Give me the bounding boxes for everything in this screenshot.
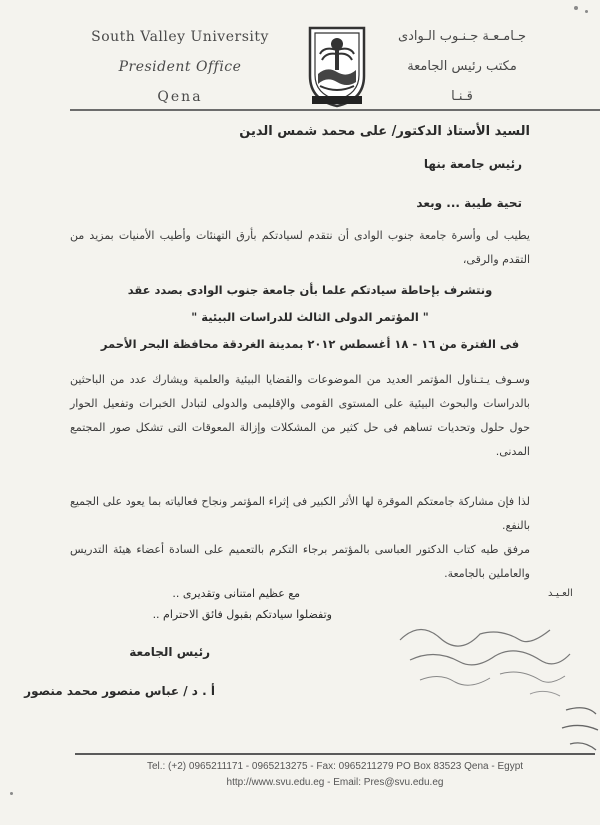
addressee-line: السيد الأستاذ الدكتور/ على محمد شمس الدين bbox=[239, 124, 530, 139]
paragraph-participation: لذا فإن مشاركة جامعتكم الموقرة لها الأثر الكبير فى إثراء المؤتمر ونجاح فعالياته بما يعود على الجميع بالنفع. bbox=[70, 495, 530, 532]
signatory-name: أ . د / عباس منصور محمد منصور bbox=[24, 684, 215, 698]
university-seal-logo bbox=[302, 22, 372, 108]
university-name-en: South Valley University bbox=[91, 29, 269, 45]
city-name-ar: قـنـا bbox=[451, 89, 473, 104]
paragraph-attachment: مرفق طيه كتاب الدكتور العباسى بالمؤتمر برجاء التكرم بالتعميم على السادة أعضاء هيئة التدريس والعاملين بالجامعة. bbox=[70, 543, 530, 580]
greeting: تحية طيبة ... وبعد bbox=[416, 196, 522, 210]
office-name-ar: مكتب رئيس الجامعة bbox=[407, 59, 517, 74]
letterhead-arabic bbox=[372, 24, 552, 114]
letterhead-rule bbox=[70, 109, 600, 111]
headline-announcement: ونتشرف بإحاطة سيادتكم علما بأن جامعة جنوب الوادى بصدد عقد bbox=[127, 283, 493, 297]
closing-line-2: وتفضلوا سيادتكم بقبول فائق الاحترام .. bbox=[152, 608, 332, 621]
stamp-mark bbox=[556, 700, 600, 760]
university-name-ar: جـامـعـة جـنـوب الـوادى bbox=[397, 29, 527, 44]
margin-note: العـيـد bbox=[548, 588, 573, 599]
office-name-en: President Office bbox=[118, 59, 242, 75]
handwritten-signature bbox=[380, 610, 580, 710]
addressee-title: رئيس جامعة بنها bbox=[423, 157, 522, 171]
headline-conference-name: " المؤتمر الدولى الثالث للدراسات البيئية " bbox=[191, 310, 429, 324]
scan-speck bbox=[10, 792, 13, 795]
city-name-en: Qena bbox=[157, 89, 203, 105]
footer-contact: Tel.: (+2) 0965211171 - 0965213275 - Fax: 0965211279 PO Box 83523 Qena - Egypt bbox=[146, 761, 524, 772]
letter-footer bbox=[75, 753, 595, 807]
paragraph-intro: يطيب لى وأسرة جامعة جنوب الوادى أن نتقدم لسيادتكم بأرق التهنئات وأطيب الأمنيات بمزيد من التقدم والرقى، bbox=[70, 229, 530, 266]
closing-line-1: مع عظيم امتنانى وتقديرى .. bbox=[172, 587, 300, 600]
scan-speck bbox=[585, 10, 588, 13]
headline-conference-dates: فى الفترة من ١٦ - ١٨ أغسطس ٢٠١٢ بمدينة الغردقة محافظة البحر الأحمر bbox=[100, 337, 520, 351]
signature-title: رئيس الجامعة bbox=[129, 645, 210, 659]
footer-web-email: http://www.svu.edu.eg - Email: Pres@svu.edu.eg bbox=[226, 777, 444, 788]
scan-speck bbox=[574, 6, 578, 10]
letterhead-english bbox=[60, 24, 300, 114]
paragraph-conference-topics: وسـوف يـتـناول المؤتمر العديد من الموضوعات والقضايا البيئية والعلمية ويشارك عدد من الباحثين بالدراسات والبحوث البيئية على المستوى القومى والإقليمى والدولى لتبادل الخبرات وتفعيل الحوار حول حلول وتحديات تساهم فى حل كثير من المشكلات وإزالة المعوقات التى تشكل صور المجتمع المدنى. bbox=[70, 373, 530, 458]
